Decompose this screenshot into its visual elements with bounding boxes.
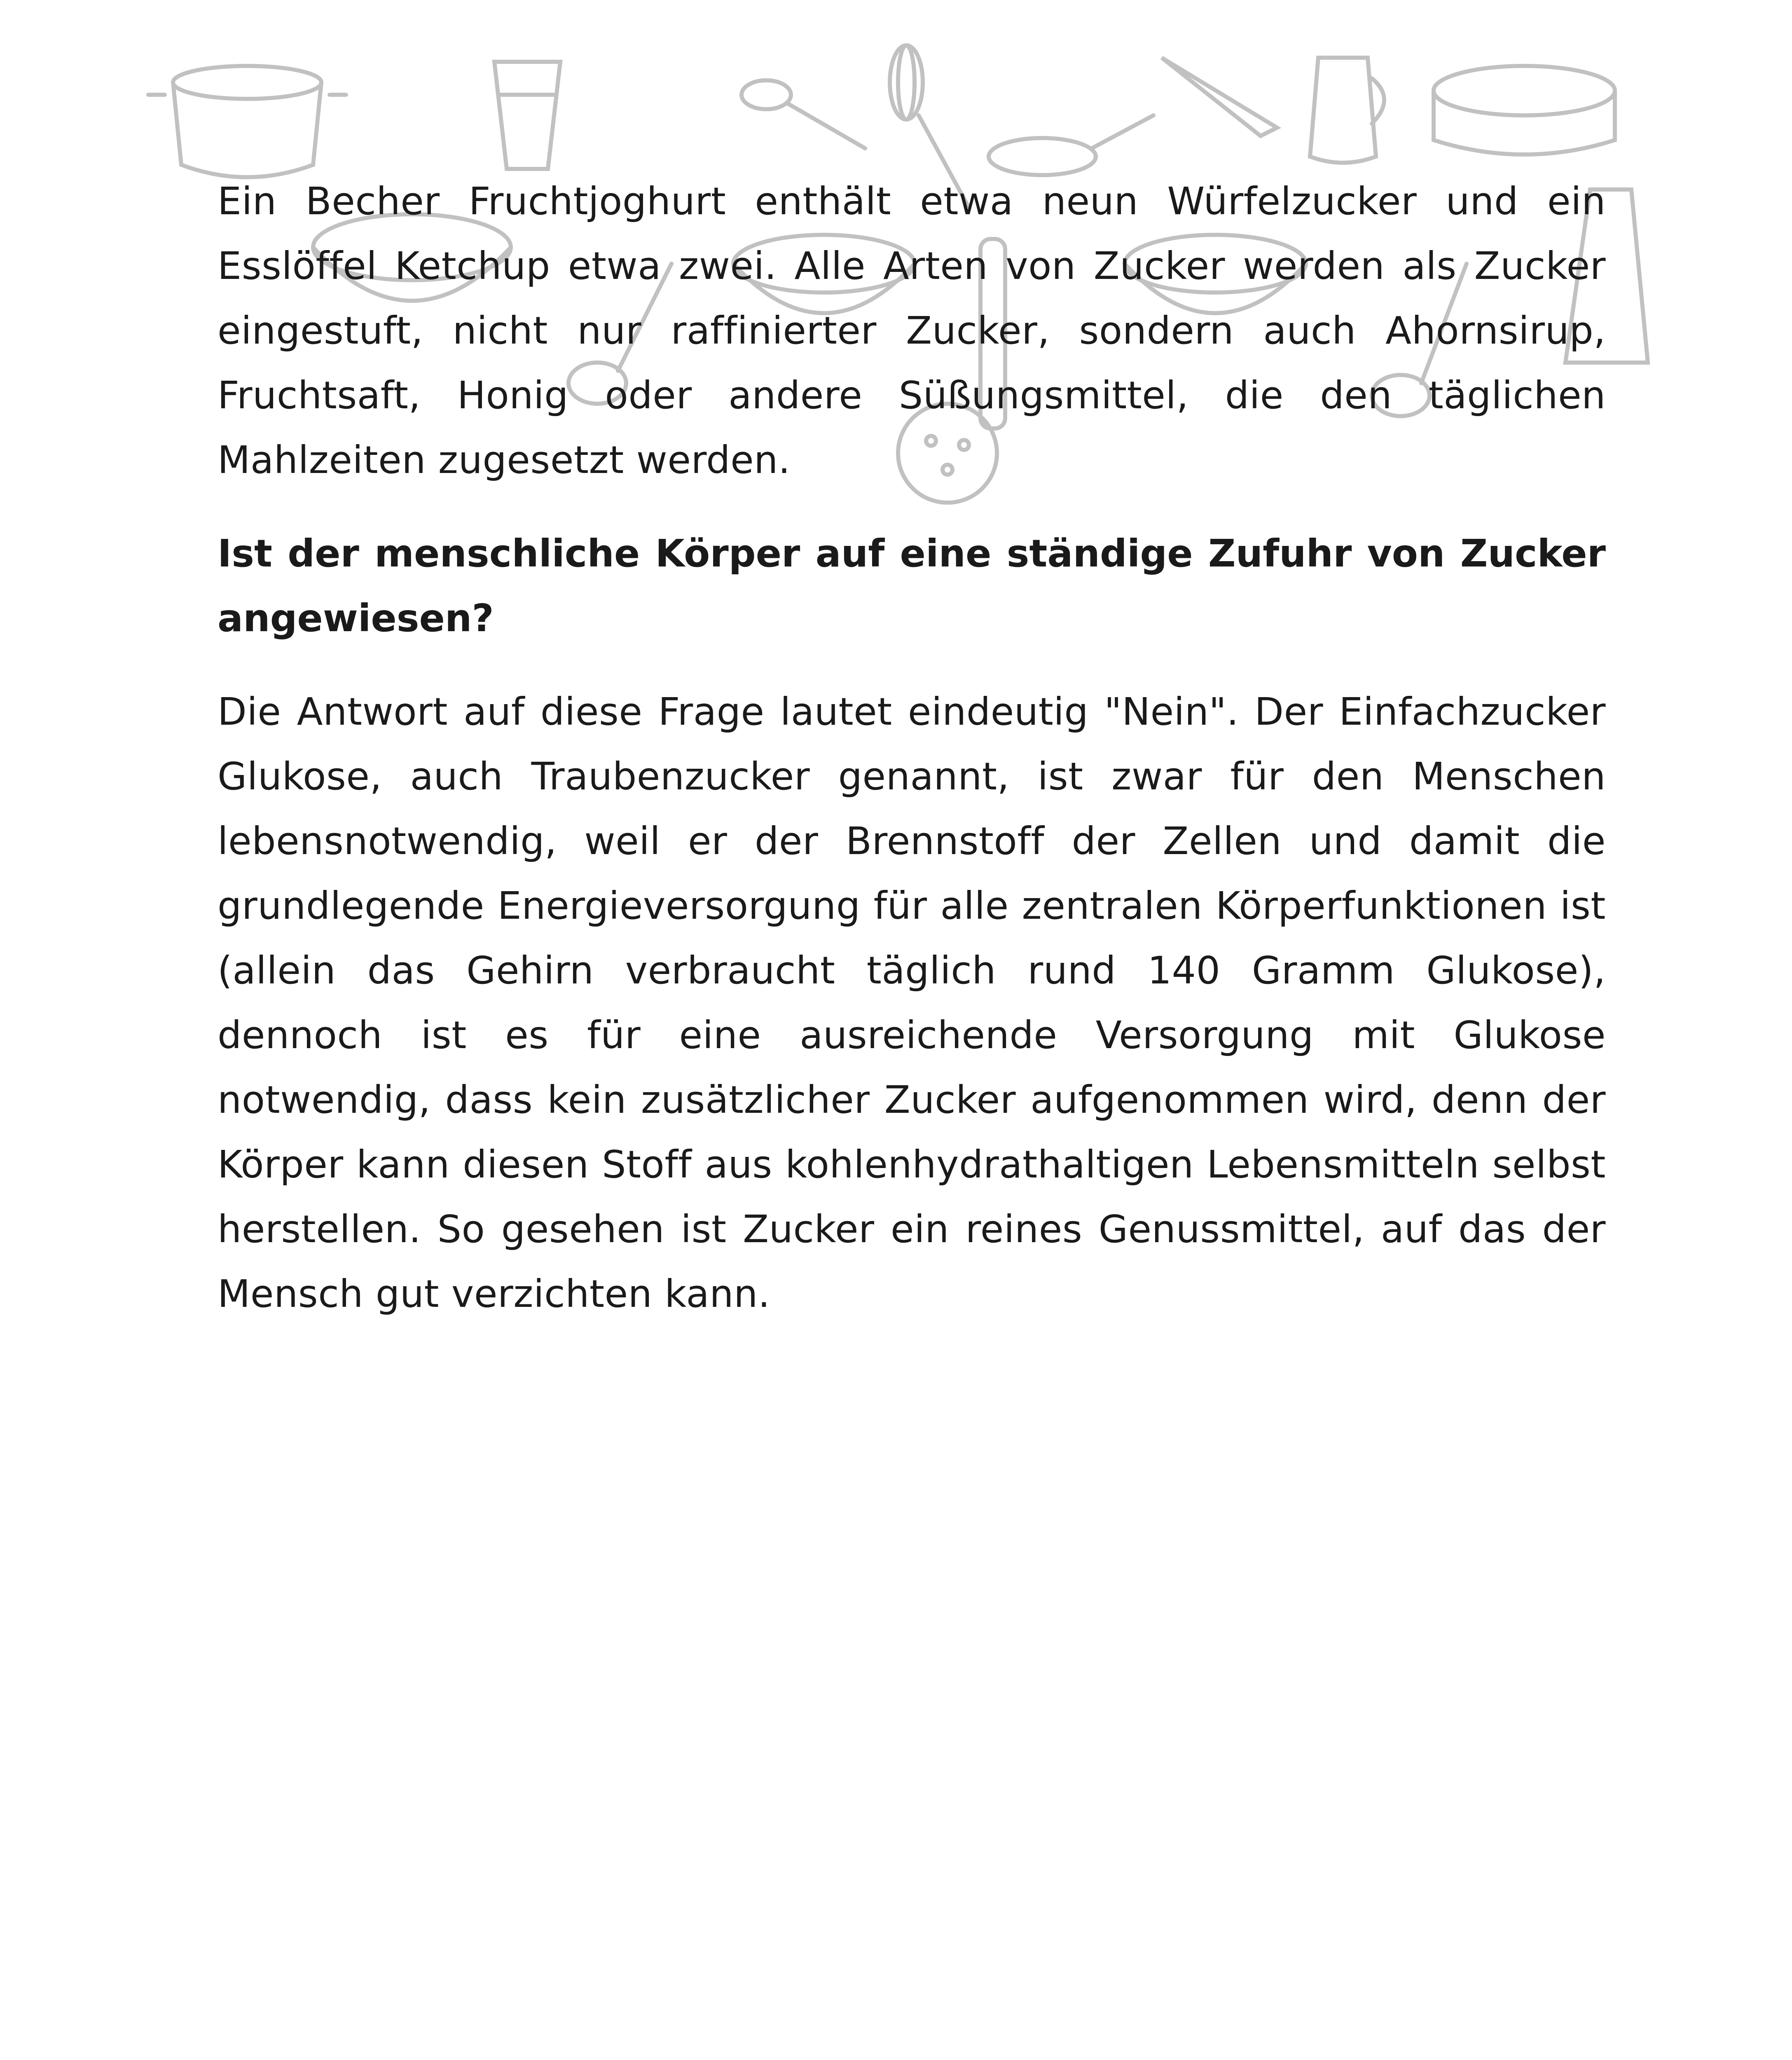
paragraph-sugar-sources: Ein Becher Fruchtjoghurt enthält etwa neun Würfelzucker und ein Esslöffel Ketchup etwa zwei. Alle Arten von Zucker werden als Zucker eingestuft, nicht nur raffinierter Zucker, sondern auch Ahornsirup, Fruchtsaft, Honig oder andere Süßungsmittel, die den täglichen Mahlzeiten zugesetzt werden. [218,179,1606,482]
knife-icon [1162,58,1277,136]
paragraph-answer: Die Antwort auf diese Frage lautet eindeutig "Nein". Der Einfachzucker Glukose, auch Traubenzucker genannt, ist zwar für den Menschen lebensnotwendig, weil er der Brennstoff der Zellen und damit die grundlegende Energieversorgung für alle zentralen Körperfunktionen ist (allein das Gehirn verbraucht täglich rund 140 Gramm Glukose), dennoch ist es für eine ausreichende Versorgung mit Glukose notwendig, dass kein zusätzlicher Zucker aufgenommen wird, denn der Körper kann diesen Stoff aus kohlenhydrathaltigen Lebensmitteln selbst herstellen. So gesehen ist Zucker ein reines Genussmittel, auf das der Mensch gut verzichten kann. [218,690,1606,1316]
section-heading: Ist der menschliche Körper auf eine ständige Zufuhr von Zucker angewiesen? [218,531,1606,640]
document-body [218,169,1606,1355]
cake-ring-icon [1434,66,1615,154]
jug-icon [1310,58,1384,163]
pan-icon [989,115,1153,175]
pot-icon [148,66,346,177]
glass-icon [494,62,560,169]
spoon-icon [742,80,865,148]
